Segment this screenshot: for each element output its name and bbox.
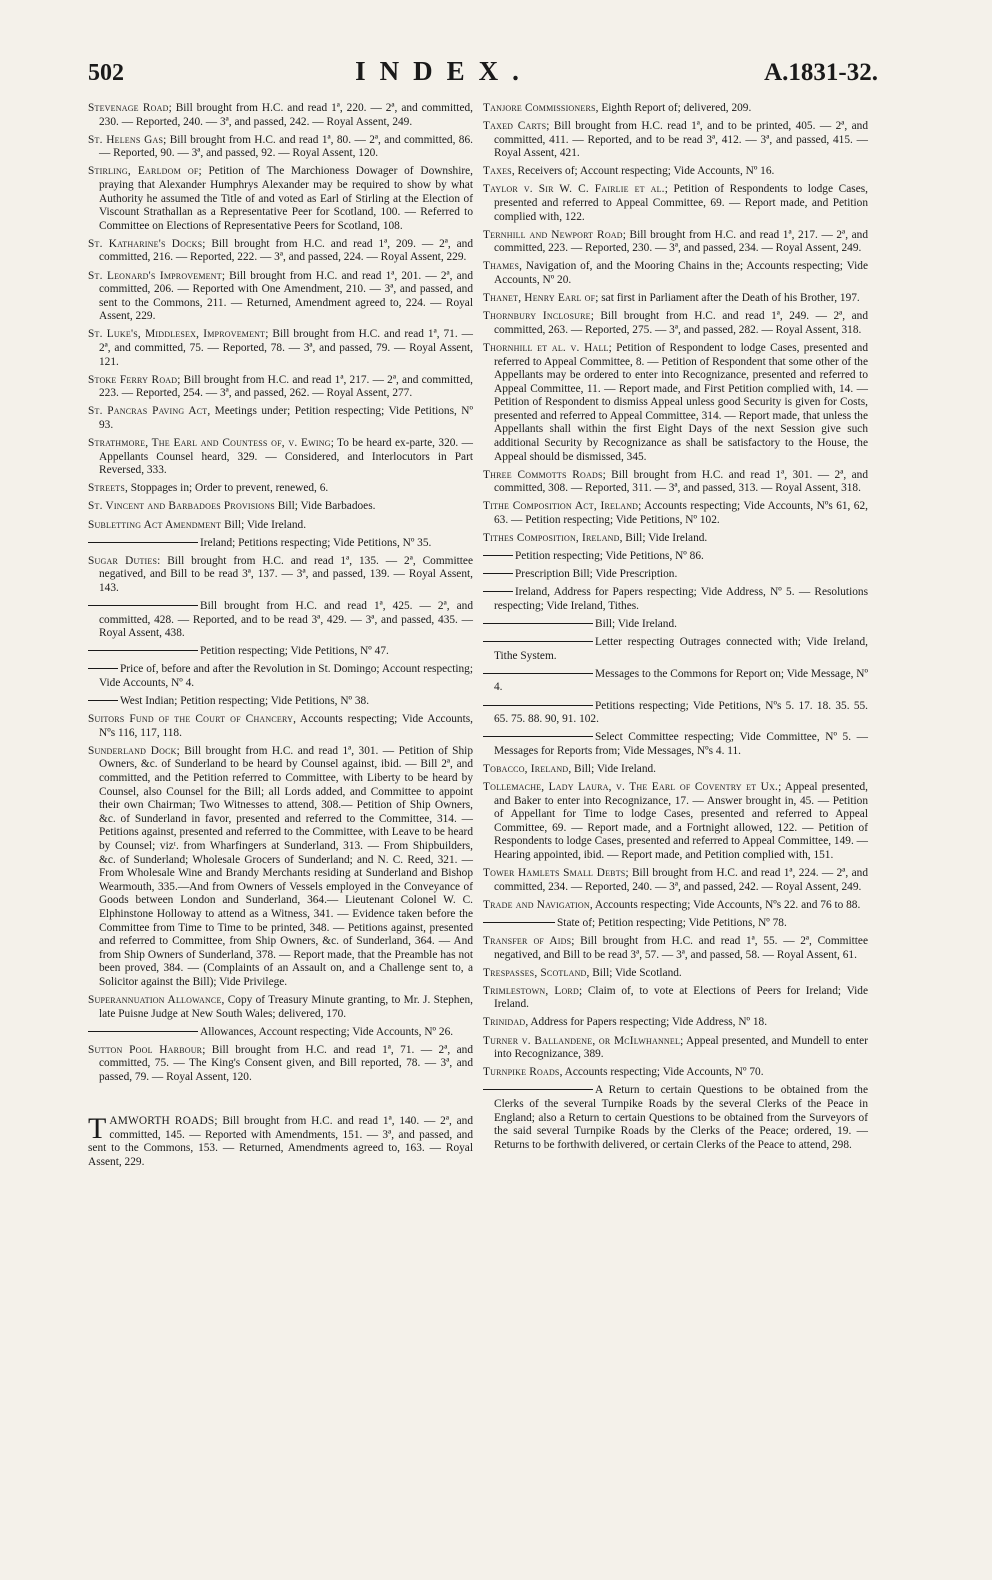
- entry-text: ; Bill brought from H.C. read 1ª, and to be printed, 405. — 2ª, and committed, 411. — Reported, and to be read 3ª, 412. — 3ª, and passed, 415. — Royal Assent, 421.: [494, 120, 868, 160]
- index-entry: [88, 437, 473, 478]
- entry-heading: Trimlestown, Lord: [483, 984, 579, 997]
- entry-text: , Bill; Vide Scotland.: [586, 966, 682, 979]
- entry-text: Petition respecting; Vide Petitions, Nº 86.: [515, 550, 704, 563]
- index-entry: [483, 165, 868, 179]
- entry-text: ; Bill brought from H.C. and read 1ª, 301. — Petition of Ship Owners, &c. of Sunderland to be heard by Counsel against, ibid. — Bill 2ª, and committed, and the Petition referred to Committee, with Liberty to be heard by Counsel, also Counsel for the Bill; all Lords added, and Committee to appoint their own Chairman; Two Witnesses to attend, 308.— Petition of Ship Owners, &c. of Sunderland in favor, presented and referred to the Committee, 314. — Petitions against, presented and referred to the Committee, with Leave to be heard by Counsel; vizᵗ. from Wharfingers at Sunderland, 313. — From Shipbuilders, &c. of Sunderland; Wholesale Grocers of Sunderland; and N. C. Reed, 321. — From Wholesale Wine and Brandy Merchants residing at Sunderland and Bishop Wearmouth, 335.—And from Owners of Vessels employed in the Conveyance of Goods between London and Sunderland, 364.— Lieutenant Colonel W. C. Elphinstone Holloway to attend as a Witness, 341. — Evidence taken before the Committee from Time to Time to be printed, 348. — Petitions against, presented and referred to Committee, from Ship Owners, &c. of Sunderland, 364. — And from Ship Owners of Sunderland, 378. — Report made, that the Preamble has not been proved, 384. — (Complaints of an Assault on, and a Challenge sent to, a Solicitor against the Bill); Vide Privilege.: [99, 744, 473, 988]
- index-entry: [483, 1016, 868, 1030]
- entry-heading: Sunderland Dock: [88, 744, 177, 757]
- entry-heading: St. Luke's, Middlesex, Improvement: [88, 328, 266, 341]
- entry-text: ; Accounts respecting; Vide Accounts, Nºs 61, 62, 63. — Petition respecting; Vide Petitions, Nº 102.: [494, 500, 868, 527]
- index-entry: [483, 668, 868, 695]
- entry-heading: Tanjore Commissioners: [483, 102, 596, 114]
- entry-text: Petition respecting; Vide Petitions, Nº 47.: [200, 645, 389, 658]
- entry-text: ; Petition of Respondent to lodge Cases, presented and referred to Appeal Committee, 8. — Petition of Respondent that some other of the Appellants may be ordered to enter into Recognizance, presented and referred to Appeal Committee, 11. — Report made, and First Petition complied with, 14. — Petition of Respondent to dismiss Appeal unless good Security is given for Costs, presented and referred to Appeal Committee, 314. — Report made, that unless the Appellants shall within the first Eight Days of the next Session give such additional Security by Recognizance as shall be satisfactory to the House, the Appeal should be dismissed, 345.: [494, 341, 868, 463]
- index-entry: [483, 500, 868, 527]
- index-entry: [88, 1026, 473, 1040]
- entry-text: Ireland, Address for Papers respecting; Vide Address, Nº 5. — Resolutions respecting; Vide Ireland, Tithes.: [494, 586, 868, 612]
- entry-text: ; Appeal presented, and Baker to enter into Recognizance, 17. — Answer brought in, 45. — Petition of Appellant for Time to lodge Cases, presented and referred to Appeal Committee, 69. — Report made, and a Fortnight allowed, 122. — Petition of Respondents to lodge Cases, presented and referred to Appeal Committee, 149. — Hearing appointed, ibid. — Report made, and Petition complied with, 151.: [494, 781, 868, 861]
- index-entry: [483, 763, 868, 777]
- entry-text: ; Bill brought from H.C. and read 1ª, 220. — 2ª, and committed, 230. — Reported, 240. — 3ª, and passed, 242. — Royal Assent, 249.: [99, 102, 473, 128]
- index-entry: [483, 985, 868, 1012]
- continuation-dash: [483, 591, 513, 592]
- index-entry: [483, 229, 868, 256]
- index-entry: [483, 899, 868, 913]
- entry-text: , Eighth Report of; delivered, 209.: [595, 102, 752, 114]
- index-entry: [483, 618, 868, 632]
- index-entry: [88, 270, 473, 324]
- entry-heading: Thornbury Inclosure: [483, 310, 591, 323]
- index-entry-tamworth: [88, 1112, 473, 1169]
- entry-heading: Transfer of Aids: [483, 934, 572, 947]
- entry-text: ; To be heard ex-parte, 320. — Appellants Counsel heard, 329. — Considered, and Interlocutors in Part Reversed, 333.: [99, 437, 473, 477]
- entry-heading: Turner v. Ballandene, or McIlwhannel: [483, 1034, 681, 1047]
- entry-heading: Ternhill and Newport Road: [483, 228, 623, 241]
- entry-heading: Three Commotts Roads: [483, 468, 603, 481]
- index-entry: [483, 636, 868, 663]
- entry-heading: Sugar Duties: [88, 554, 158, 567]
- page-number: 502: [88, 60, 124, 86]
- index-entry: [483, 781, 868, 863]
- entry-text: , Meetings under; Petition respecting; Vide Petitions, Nº 93.: [99, 405, 473, 431]
- entry-text: , Bill; Vide Ireland.: [568, 762, 657, 775]
- continuation-dash: [483, 736, 593, 737]
- entry-heading: Sutton Pool Harbour: [88, 1043, 203, 1056]
- entry-text: ; Bill brought from H.C. and read 1ª, 71. — 2ª, and committed, 75. — The King's Consent given, and Bill reported, 78. — 3ª, and passed, 79. — Royal Assent, 120.: [99, 1043, 473, 1083]
- index-entry: [483, 342, 868, 464]
- index-entry: [483, 1035, 868, 1062]
- index-entry: [88, 238, 473, 265]
- index-entry: [483, 532, 868, 546]
- entry-text: ; Bill brought from H.C. and read 1ª, 71. — 2ª, and committed, 75. — Reported, 78. — 3ª, and passed, 79. — Royal Assent, 121.: [99, 328, 473, 368]
- index-entry: [483, 310, 868, 337]
- drop-cap-letter: T: [88, 1112, 107, 1146]
- entry-heading: Stirling, Earldom of: [88, 165, 199, 178]
- continuation-dash: [483, 573, 513, 574]
- index-entry: [88, 500, 473, 514]
- entry-text: A Return to certain Questions to be obtained from the Clerks of the several Turnpike Roads by the several Clerks of the Peace in England; also a Return to certain Questions to be obtained from the Surveyors of the said several Turnpike Roads by the Clerks of the Peace; ordered, 19. — Returns to be forthwith delivered, or certain Clerks of the Peace to attend, 298.: [494, 1084, 868, 1151]
- index-entry: [483, 260, 868, 287]
- index-entry: [88, 994, 473, 1021]
- index-entry: [88, 328, 473, 369]
- entry-text: Ireland; Petitions respecting; Vide Petitions, Nº 35.: [200, 536, 432, 549]
- entry-heading: Tithe Composition Act, Ireland: [483, 500, 639, 513]
- entry-heading: Trespasses, Scotland: [483, 966, 587, 979]
- page-title: INDEX.: [355, 56, 533, 86]
- entry-text: , Accounts respecting; Vide Accounts, Nº 70.: [559, 1066, 764, 1079]
- continuation-dash: [88, 605, 198, 606]
- index-entry: [88, 600, 473, 641]
- entry-heading: St. Vincent and Barbadoes Provisions: [88, 500, 275, 513]
- index-entry: [483, 568, 868, 582]
- index-entry: [88, 405, 473, 432]
- entry-text: : Bill brought from H.C. and read 1ª, 135. — 2ª, Committee negatived, and Bill to be read 3ª, 137. — 3ª, and passed, 139. — Royal Assent, 143.: [99, 554, 473, 594]
- right-column: [483, 102, 868, 1157]
- index-entry: [88, 374, 473, 401]
- entry-text: Messages to the Commons for Report on; Vide Message, Nº 4.: [494, 667, 868, 694]
- continuation-dash: [483, 673, 593, 674]
- index-entry: [88, 134, 473, 161]
- entry-heading: Thanet, Henry Earl of: [483, 292, 596, 305]
- entry-heading: St. Pancras Paving Act: [88, 405, 208, 418]
- entry-heading: Trinidad: [483, 1016, 526, 1029]
- entry-text: Bill; Vide Ireland.: [595, 618, 677, 631]
- entry-heading: Strathmore, The Earl and Countess of, v. Ewing: [88, 437, 331, 450]
- entry-text: ; Bill brought from H.C. and read 1ª, 201. — 2ª, and committed, 206. — Reported with One Amendment, 210. — 3ª, and passed, and sent to the Commons, 211. — Returned, Amendment agreed to, 224. — Royal Assent, 229.: [99, 269, 473, 323]
- entry-text: , Navigation of, and the Mooring Chains in the; Accounts respecting; Vide Accounts, Nº 20.: [494, 260, 868, 287]
- entry-heading: Thames: [483, 260, 520, 273]
- entry-text: , Stoppages in; Order to prevent, renewed, 6.: [125, 482, 329, 495]
- index-entry: [88, 645, 473, 659]
- continuation-dash: [483, 641, 593, 642]
- index-entry: [483, 967, 868, 981]
- entry-text: , Accounts respecting; Vide Accounts, Nºs 22. and 76 to 88.: [589, 898, 861, 911]
- entry-text: , Address for Papers respecting; Vide Address, Nº 18.: [525, 1016, 768, 1029]
- continuation-dash: [88, 1031, 198, 1032]
- index-entry: [483, 102, 868, 116]
- entry-text: ; Petition of The Marchioness Dowager of Downshire, praying that Alexander Humphrys Alexander may be required to show by what Authority he assumed the Title of and voted as Earl of Stirling at the Election of Viscount Strathallan as a Representative Peer for Scotland, 100. — Referred to Committee on Elections of Representative Peers for Scotland, 108.: [99, 165, 473, 232]
- entry-text: Allowances, Account respecting; Vide Accounts, Nº 26.: [200, 1025, 454, 1038]
- entry-text: West Indian; Petition respecting; Vide Petitions, Nº 38.: [120, 695, 370, 708]
- entry-text: Petitions respecting; Vide Petitions, Nºs 5. 17. 18. 35. 55. 65. 75. 88. 90, 91. 102.: [494, 699, 868, 726]
- continuation-dash: [88, 700, 118, 701]
- entry-text: ; Bill brought from H.C. and read 1ª, 209. — 2ª, and committed, 216. — Reported, 222. — 3ª, and passed, 224. — Royal Assent, 229.: [99, 237, 473, 264]
- entry-heading: Tollemache, Lady Laura, v. The Earl of Coventry et Ux.: [483, 781, 779, 794]
- entry-text: ; Bill brought from H.C. and read 1ª, 224. — 2ª, and committed, 234. — Reported, 240. — 3ª, and passed, 242. — Royal Assent, 249.: [494, 867, 868, 893]
- entry-text: , Receivers of; Account respecting; Vide Accounts, Nº 16.: [511, 165, 775, 178]
- index-entry: [88, 482, 473, 496]
- entry-heading: Taxes: [483, 165, 512, 178]
- entry-text: , Accounts respecting; Vide Accounts, Nºs 116, 117, 118.: [99, 713, 473, 739]
- index-entry: [88, 537, 473, 551]
- entry-heading: Taxed Carts: [483, 120, 547, 133]
- continuation-dash: [483, 922, 555, 923]
- entry-heading: Turnpike Roads: [483, 1066, 560, 1079]
- index-entry: [88, 519, 473, 533]
- entry-heading: Superannuation Allowance: [88, 994, 222, 1007]
- index-entry: [483, 120, 868, 161]
- entry-heading: Tower Hamlets Small Debts: [483, 867, 626, 880]
- continuation-dash: [483, 555, 513, 556]
- index-entry: [483, 469, 868, 496]
- entry-heading: St. Helens Gas: [88, 133, 164, 146]
- entry-text: Select Committee respecting; Vide Committee, Nº 5. — Messages for Reports from; Vide Messages, Nºs 4. 11.: [494, 731, 868, 757]
- entry-heading: Tithes Composition, Ireland: [483, 532, 620, 545]
- index-entry: [483, 867, 868, 894]
- continuation-dash: [483, 705, 593, 706]
- entry-text: ; Petition of Respondents to lodge Cases, presented and referred to Appeal Committee, 69. — Report made, and Petition complied with, 122.: [494, 183, 868, 223]
- continuation-dash: [88, 668, 118, 669]
- entry-text: ; Bill brought from H.C. and read 1ª, 140. — 2ª, and committed, 145. — Reported with Amendments, 151. — 3ª, and passed, and sent to the Commons, 153. — Returned, Amendments agreed to, 163. — Royal Assent, 229.: [88, 1115, 473, 1168]
- index-entry: [88, 663, 473, 690]
- entry-text: ; Bill brought from H.C. and read 1ª, 217. — 2ª, and committed, 223. — Reported, 254. — 3ª, and passed, 262. — Royal Assent, 277.: [99, 373, 473, 400]
- left-column: [88, 102, 473, 1174]
- page-header: [88, 56, 878, 100]
- entry-text: ; Claim of, to vote at Elections of Peers for Ireland; Vide Ireland.: [494, 984, 868, 1011]
- index-entry: [88, 745, 473, 990]
- index-entry: [483, 1084, 868, 1152]
- entry-heading: Streets: [88, 482, 126, 495]
- entry-text: State of; Petition respecting; Vide Petitions, Nº 78.: [557, 916, 787, 929]
- index-entry: [483, 183, 868, 224]
- entry-text: ; Bill brought from H.C. and read 1ª, 217. — 2ª, and committed, 223. — Reported, 230. — 3ª, and passed, 234. — Royal Assent, 249.: [494, 228, 868, 255]
- entry-heading: St. Leonard's Improvement: [88, 269, 222, 282]
- index-entry: [483, 1066, 868, 1080]
- entry-text: , Bill; Vide Ireland.: [619, 532, 708, 545]
- entry-heading: St. Katharine's Docks: [88, 237, 203, 250]
- letter-section-gap: [88, 1089, 473, 1115]
- entry-text: , Copy of Treasury Minute granting, to Mr. J. Stephen, late Puisne Judge at New South Wales; delivered, 170.: [99, 994, 473, 1020]
- index-entry: [483, 550, 868, 564]
- index-entry: [483, 700, 868, 727]
- continuation-dash: [483, 623, 593, 624]
- entry-heading: Thornhill et al. v. Hall: [483, 341, 609, 354]
- entry-text: ; Bill brought from H.C. and read 1ª, 55. — 2ª, Committee negatived, and Bill to be read 3ª, 57. — 3ª, and passed, 58. — Royal Assent, 61.: [494, 934, 868, 961]
- index-entry: [88, 165, 473, 233]
- index-entry: [88, 555, 473, 596]
- entry-text: Prescription Bill; Vide Prescription.: [515, 568, 678, 581]
- entry-heading: Stoke Ferry Road: [88, 373, 178, 386]
- entry-heading: Tobacco, Ireland: [483, 762, 569, 775]
- entry-text: ; Bill brought from H.C. and read 1ª, 80. — 2ª, and committed, 86. — Reported, 90. — 3ª, and passed, 92. — Royal Assent, 120.: [99, 133, 473, 160]
- entry-text: Price of, before and after the Revolution in St. Domingo; Account respecting; Vide Accounts, Nº 4.: [99, 663, 473, 689]
- index-entry: [88, 102, 473, 129]
- continuation-dash: [483, 1089, 593, 1090]
- year-range: A.1831-32.: [764, 59, 878, 86]
- entry-heading: Trade and Navigation: [483, 898, 590, 911]
- entry-text: Bill brought from H.C. and read 1ª, 425. — 2ª, and committed, 428. — Reported, and to be read 3ª, 429. — 3ª, and passed, 435. — Royal Assent, 438.: [99, 600, 473, 640]
- entry-heading: Suitors Fund of the Court of Chancery: [88, 713, 294, 726]
- entry-heading: Subletting Act Amendment: [88, 518, 222, 531]
- index-entry: [483, 731, 868, 758]
- entry-text: ; Bill brought from H.C. and read 1ª, 301. — 2ª, and committed, 308. — Reported, 311. — 3ª, and passed, 313. — Royal Assent, 318.: [494, 468, 868, 495]
- entry-text: Letter respecting Outrages connected with; Vide Ireland, Tithe System.: [494, 636, 868, 662]
- entry-heading: Stevenage Road: [88, 102, 169, 114]
- index-entry: [483, 917, 868, 931]
- index-entry: [483, 586, 868, 613]
- index-entry: [483, 292, 868, 306]
- entry-text: ; sat first in Parliament after the Death of his Brother, 197.: [595, 292, 860, 305]
- index-entry: [88, 1044, 473, 1085]
- entry-text: ; Appeal presented, and Mundell to enter into Recognizance, 389.: [494, 1034, 868, 1061]
- index-entry: [88, 713, 473, 740]
- continuation-dash: [88, 650, 198, 651]
- entry-heading: Taylor v. Sir W. C. Fairlie et al.: [483, 183, 665, 196]
- index-entry: [483, 935, 868, 962]
- continuation-dash: [88, 542, 198, 543]
- entry-text: ; Bill brought from H.C. and read 1ª, 249. — 2ª, and committed, 263. — Reported, 275. — 3ª, and passed, 282. — Royal Assent, 318.: [494, 310, 868, 336]
- entry-text: Bill; Vide Barbadoes.: [274, 500, 376, 513]
- entry-heading: AMWORTH ROADS: [109, 1115, 215, 1128]
- index-entry: [88, 695, 473, 709]
- entry-text: Bill; Vide Ireland.: [221, 518, 307, 531]
